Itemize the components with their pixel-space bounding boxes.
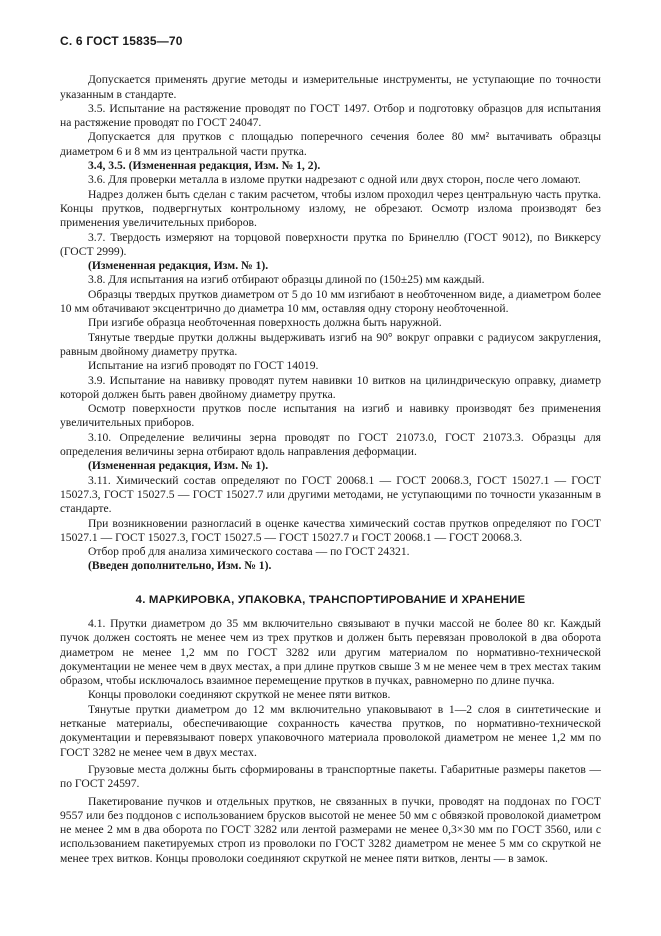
- paragraph: Тянутые твердые прутки должны выдерживать изгиб на 90° вокруг оправки с радиусом закругления, равным двойному диаметру прутка.: [60, 330, 601, 358]
- paragraph: 3.7. Твердость измеряют на торцовой поверхности прутка по Бринеллю (ГОСТ 9012), по Виккерсу (ГОСТ 2999).: [60, 230, 601, 258]
- paragraph: 3.8. Для испытания на изгиб отбирают образцы длиной по (150±25) мм каждый.: [88, 273, 485, 287]
- amendment-note: (Измененная редакция, Изм. № 1).: [88, 259, 269, 273]
- section-title: 4. МАРКИРОВКА, УПАКОВКА, ТРАНСПОРТИРОВАНИЕ И ХРАНЕНИЕ: [135, 593, 526, 606]
- paragraph: 3.5. Испытание на растяжение проводят по ГОСТ 1497. Отбор и подготовку образцов для испытания на растяжение проводят по ГОСТ 24047.: [60, 101, 601, 130]
- page-header: С. 6 ГОСТ 15835—70: [60, 34, 183, 48]
- paragraph: 3.10. Определение величины зерна проводят по ГОСТ 21073.0, ГОСТ 21073.3. Образцы для определения величины зерна отбирают вдоль направления деформации.: [60, 430, 601, 459]
- paragraph: 3.11. Химический состав определяют по ГОСТ 20068.1 — ГОСТ 20068.3, ГОСТ 15027.1 — ГОСТ 15027.3, ГОСТ 15027.5 — ГОСТ 15027.7 или другими методами, не уступающими по точности указанным в стандарте.: [60, 473, 601, 516]
- amendment-note: 3.4, 3.5. (Измененная редакция, Изм. № 1, 2).: [88, 159, 321, 173]
- paragraph: Образцы твердых прутков диаметром от 5 до 10 мм изгибают в необточенном виде, а диаметром более 10 мм обтачивают эксцентрично до диаметра 10 мм, оставляя одну сторону необточенной.: [60, 287, 601, 316]
- paragraph: Допускается применять другие методы и измерительные инструменты, не уступающие по точности указанным в стандарте.: [60, 73, 601, 101]
- paragraph: Допускается для прутков с площадью поперечного сечения более 80 мм² вытачивать образцы диаметром 6 и 8 мм из центральной части прутка.: [60, 130, 601, 158]
- paragraph: Тянутые прутки диаметром до 12 мм включительно упаковывают в 1—2 слоя в синтетические и нетканые материалы, обеспечивающие сохранность качества прутков, по нормативно-технической документации и перевязывают поверх упаковочного материала проволокой диаметром не менее 1,2 мм по ГОСТ 3282 не менее чем в двух местах.: [60, 702, 601, 759]
- paragraph: При изгибе образца необточенная поверхность должна быть наружной.: [88, 316, 442, 330]
- paragraph: Грузовые места должны быть сформированы в транспортные пакеты. Габаритные размеры пакетов — по ГОСТ 24597.: [60, 762, 601, 791]
- paragraph: Осмотр поверхности прутков после испытания на изгиб и навивку производят без применения увеличительных приборов.: [60, 402, 601, 430]
- paragraph: Надрез должен быть сделан с таким расчетом, чтобы излом проходил через центральную часть прутка. Концы прутков, подвергнутых контрольному излому, не обрезают. Осмотр излома производят без применения увеличительных приборов.: [60, 187, 601, 230]
- paragraph: Пакетирование пучков и отдельных прутков, не связанных в пучки, проводят на поддонах по ГОСТ 9557 или без поддонов с использованием брусков высотой не менее 50 мм с обвязкой проволокой диаметром не менее 2 мм в два оборота по ГОСТ 3282 или лентой размерами не менее 0,3×30 мм по ГОСТ 3560, или с использованием пакетируемых строп из проволоки по ГОСТ 3282 диаметром не менее 5 мм со скруткой не менее трех витков. Концы проволоки соединяют скруткой не менее пяти витков, ленты — в замок.: [60, 794, 601, 865]
- section-3-body: [60, 73, 601, 573]
- paragraph: 4.1. Прутки диаметром до 35 мм включительно связывают в пучки массой не более 80 кг. Каждый пучок должен состоять не менее чем из трех прутков и должен быть перевязан проволокой в два оборота диаметром не менее 1,2 мм по ГОСТ 3282 или другим материалом по нормативно-технической документации не менее чем в двух местах, а при длине прутков свыше 3 м не менее чем в трех местах таким образом, чтобы исключалось взаимное перемещение прутков в пучках, равномерно по длине пучка.: [60, 616, 601, 688]
- paragraph: При возникновении разногласий в оценке качества химический состав прутков определяют по ГОСТ 15027.1 — ГОСТ 15027.3, ГОСТ 15027.5 — ГОСТ 15027.7 и ГОСТ 20068.1 — ГОСТ 20068.3.: [60, 516, 601, 544]
- paragraph: 3.9. Испытание на навивку проводят путем навивки 10 витков на цилиндрическую оправку, диаметр которой должен быть равен двойному диаметру прутка.: [60, 373, 601, 401]
- amendment-note: (Измененная редакция, Изм. № 1).: [88, 459, 269, 473]
- paragraph: Испытание на изгиб проводят по ГОСТ 14019.: [88, 359, 319, 373]
- section-4-body: [60, 617, 601, 866]
- paragraph: 3.6. Для проверки металла в изломе прутки надрезают с одной или двух сторон, после чего ломают.: [88, 173, 581, 187]
- amendment-note: (Введен дополнительно, Изм. № 1).: [88, 559, 272, 573]
- paragraph: Концы проволоки соединяют скруткой не менее пяти витков.: [88, 688, 391, 702]
- paragraph: Отбор проб для анализа химического состава — по ГОСТ 24321.: [88, 545, 410, 559]
